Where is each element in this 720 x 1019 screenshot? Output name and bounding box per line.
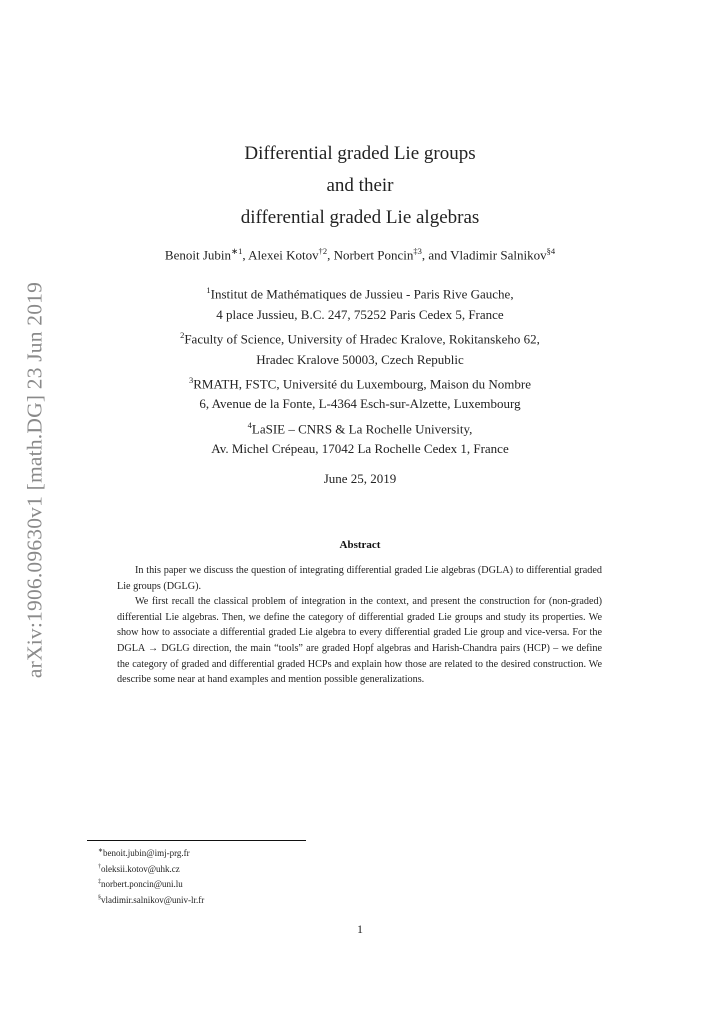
footnote-email: vladimir.salnikov@univ-lr.fr [101,894,205,905]
affiliation-line [0,305,720,325]
footnote [98,845,204,861]
title-line: differential graded Lie algebras [240,207,480,228]
affiliation-line [0,370,720,395]
affiliation-mark: 4 [247,419,252,430]
affiliation-line [0,350,720,370]
author-mark: ‡3 [413,246,422,256]
title-line: and their [326,175,394,196]
footnote-mark: § [98,894,101,901]
footnote-email: oleksii.kotov@uhk.cz [101,863,180,874]
affiliation-text: RMATH, FSTC, Université du Luxembourg, Maison du Nombre [193,376,531,392]
affiliation-text: 6, Avenue de la Fonte, L-4364 Esch-sur-Alzette, Luxembourg [199,396,521,412]
footnotes [98,845,204,907]
author-name: Norbert Poncin [333,247,414,263]
abstract-paragraph: In this paper we discuss the question of integrating differential graded Lie algebras (DGLA) to differential graded Lie groups (DGLG). [117,565,602,592]
affiliation-line [0,439,720,459]
footnote [98,861,204,877]
author-separator: , [242,247,249,263]
footnote-rule [87,840,306,841]
author-separator: , [327,247,334,263]
author-separator: , and [421,247,451,263]
affiliation-text: Faculty of Science, University of Hradec Kralove, Rokitanskeho 62, [184,331,540,347]
affiliation-text: 4 place Jussieu, B.C. 247, 75252 Paris Cedex 5, France [216,306,504,322]
abstract-paragraph: We first recall the classical problem of integration in the context, and present the construction for (non-graded) differential Lie algebras. Then, we define the category of differential graded Lie groups and study its properties. We show how to associate a differential graded Lie algebra to every differential graded Lie group and vice-versa. For the DGLA → DGLG direction, the main “tools” are graded Hopf algebras and Harish-Chandra pairs (HCP) – we define the category of graded and differential graded HCPs and explain how those are related to the desired construction. We describe some near at hand examples and mention possible generalizations. [117,596,602,686]
footnote [98,892,204,908]
affiliations [0,280,720,460]
affiliation-line [0,394,720,414]
author-name: Vladimir Salnikov [450,247,547,263]
footnote-email: benoit.jubin@imj-prg.fr [103,848,190,858]
author-mark: §4 [546,246,556,256]
page-number: 1 [357,922,363,936]
affiliation-line [0,415,720,440]
paper-title [0,138,720,234]
paper-date: June 25, 2019 [323,471,397,486]
affiliation-mark: 1 [206,285,211,295]
affiliation-mark: 2 [180,329,185,340]
abstract-body [117,563,602,688]
author-mark: ∗1 [231,246,243,256]
affiliation-line [0,280,720,305]
author-mark: †2 [318,246,328,256]
footnote-mark: † [98,863,101,870]
author-list [0,246,720,263]
affiliation-line [0,325,720,350]
affiliation-text: Av. Michel Crépeau, 17042 La Rochelle Cedex 1, France [211,441,509,457]
footnote-email: norbert.poncin@uni.lu [101,879,183,889]
affiliation-text: LaSIE – CNRS & La Rochelle University, [251,421,473,437]
author-name: Alexei Kotov [248,247,319,263]
footnote-mark: ∗ [98,848,104,854]
arxiv-stamp: arXiv:1906.09630v1 [math.DG] 23 Jun 2019 [22,281,47,679]
footnote [98,876,204,892]
author-name: Benoit Jubin [164,247,231,263]
affiliation-text: Institut de Mathématiques de Jussieu - Paris Rive Gauche, [210,286,514,302]
abstract-heading: Abstract [339,539,381,551]
affiliation-text: Hradec Kralove 50003, Czech Republic [256,351,464,367]
affiliation-mark: 3 [189,374,194,385]
title-line: Differential graded Lie groups [244,143,476,164]
footnote-mark: ‡ [98,879,101,885]
